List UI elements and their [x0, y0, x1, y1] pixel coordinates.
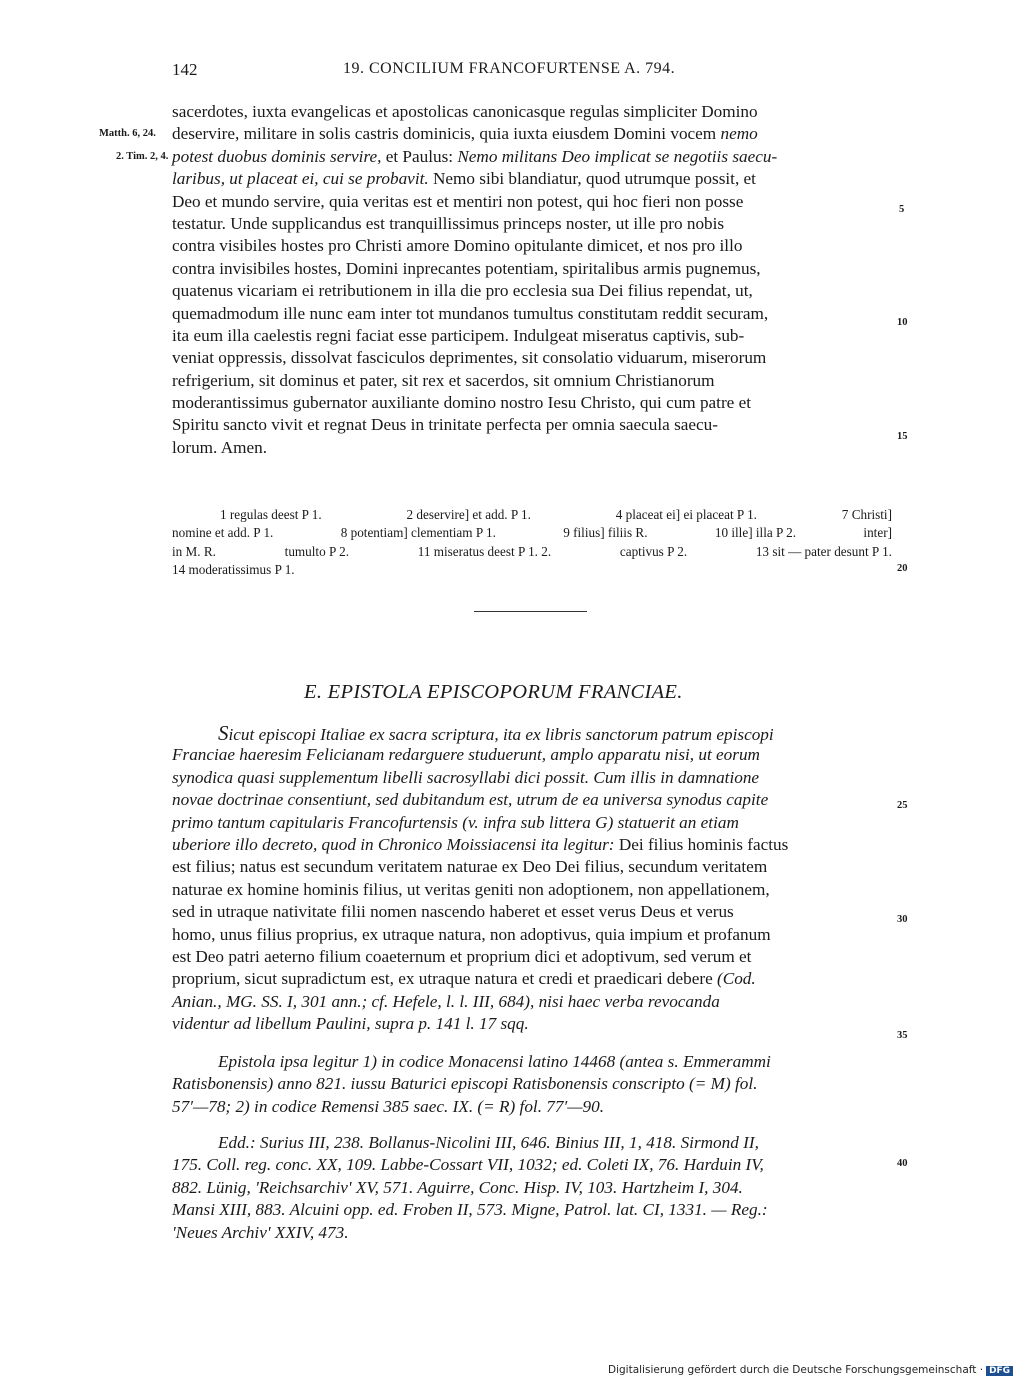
margin-ref-matthew: Matth. 6, 24. [99, 128, 156, 139]
text-line: Edd.: Surius III, 238. Bollanus-Nicolini III, 646. Binius III, 1, 418. Sirmond II, [218, 1133, 759, 1152]
page-number: 142 [172, 60, 198, 79]
margin-ref-timothy: 2. Tim. 2, 4. [116, 151, 169, 162]
text-line: novae doctrinae consentiunt, sed dubitandum est, utrum de ea universa synodus capite [172, 790, 769, 810]
manuscripts-paragraph [172, 1051, 892, 1118]
note-row: in M. R. tumulto P 2. 11 miseratus deest P 1. 2. captivus P 2. 13 sit — pater desunt P 1. [172, 543, 892, 559]
line-number: 5 [899, 204, 905, 215]
note-row: nomine et add. P 1. 8 potentiam] clementiam P 1. 9 filius] filiis R. 10 ille] illa P 2. inter] [172, 525, 892, 541]
text-line: quemadmodum ille nunc eam inter tot mundanos tumultus constitutam reddit securam, [172, 303, 769, 323]
editions-paragraph [172, 1132, 892, 1244]
text-line: est Deo patri aeterno filium coaeternum et proprium dici et adoptivum, sed verum et [172, 946, 752, 966]
text-line: sacerdotes, iuxta evangelicas et apostolicas canonicasque regulas simpliciter Domino [172, 102, 758, 121]
text-line: ita eum illa caelestis regni faciat esse participem. Indulgeat miseratus captivis, sub- [172, 325, 745, 345]
line-number: 15 [897, 431, 908, 442]
text-line: Spiritu sancto vivit et regnat Deus in trinitate perfecta per omnia saecula saecu- [172, 415, 718, 435]
line-number: 20 [897, 563, 908, 574]
text-line: primo tantum capitularis Francofurtensis (v. infra sub littera G) statuerit an etiam [172, 812, 739, 832]
section-divider [474, 611, 587, 612]
text-line: videntur ad libellum Paulini, supra p. 141 l. 17 sqq. [172, 1014, 529, 1034]
text-line: Deo et mundo servire, quia veritas est et mentiri non potest, qui hoc fieri non posse [172, 191, 744, 211]
apparatus-notes [172, 506, 892, 580]
line-number: 10 [897, 317, 908, 328]
text-line: Anian., MG. SS. I, 301 ann.; cf. Hefele, l. l. III, 684), nisi haec verba revocanda [172, 991, 720, 1011]
text-line: veniat oppressis, dissolvat fasciculos deprimentes, sit consolatio viduarum, miserorum [172, 348, 767, 368]
text-line: potest duobus dominis servire, et Paulus: Nemo militans Deo implicat se negotiis saecu- [172, 146, 778, 166]
note-row: 1 regulas deest P 1. 2 deservire] et add. P 1. 4 placeat ei] ei placeat P 1. 7 Christi] [220, 507, 892, 522]
text-line: proprium, sicut supradictum est, ex utraque natura et credi et praedicari debere (Cod. [172, 969, 756, 989]
text-line: uberiore illo decreto, quod in Chronico Moissiacensi ita legitur: Dei filius hominis factus [172, 834, 789, 854]
line-number: 30 [897, 914, 908, 925]
text-line: Ratisbonensis) anno 821. iussu Baturici episcopi Ratisbonensis conscripto (= M) fol. [172, 1074, 758, 1094]
running-title: 19. CONCILIUM FRANCOFURTENSE A. 794. [343, 60, 676, 77]
text-line: homo, unus filius proprius, ex utraque natura, non adoptivus, quia impium et profanum [172, 924, 771, 944]
text-line: Epistola ipsa legitur 1) in codice Monacensi latino 14468 (antea s. Emmerammi [218, 1052, 771, 1071]
text-line: naturae ex homine hominis filius, ut veritas geniti non adoptionem, non appellationem, [172, 879, 770, 899]
line-number: 25 [897, 800, 908, 811]
text-line: deservire, militare in solis castris dominicis, quia iuxta eiusdem Domini vocem nemo [172, 124, 758, 144]
text-line: contra visibiles hostes pro Christi amore Domino opitulante dimicet, et nos pro illo [172, 236, 743, 256]
text-line: 'Neues Archiv' XXIV, 473. [172, 1222, 349, 1242]
text-line: contra invisibiles hostes, Domini inprecantes potentiam, spiritalibus armis pugnemus, [172, 258, 761, 278]
note-row: 14 moderatissimus P 1. [172, 562, 295, 578]
text-line: testatur. Unde supplicandus est tranquillissimus princeps noster, ut ille pro nobis [172, 213, 725, 233]
text-line: refrigerium, sit dominus et pater, sit rex et sacerdos, sit omnium Christianorum [172, 370, 715, 390]
dfg-logo: DFG [986, 1366, 1013, 1376]
text-line: 175. Coll. reg. conc. XX, 109. Labbe-Cossart VII, 1032; ed. Coleti IX, 76. Harduin IV, [172, 1155, 764, 1175]
text-line: 57′—78; 2) in codice Remensi 385 saec. IX. (= R) fol. 77′—90. [172, 1096, 605, 1116]
text-line: est filius; natus est secundum veritatem naturae ex Deo Dei filius, secundum veritatem [172, 857, 768, 877]
text-line: synodica quasi supplementum libelli sacrosyllabi dici possit. Cum illis in damnatione [172, 767, 760, 787]
text-line: quatenus vicariam ei retributionem in illa die pro ecclesia sua Dei filius rependat, ut, [172, 281, 753, 301]
text-line: sed in utraque nativitate filii nomen nascendo haberet et esset verus Deus et verus [172, 902, 734, 922]
text-line: Mansi XIII, 883. Alcuini opp. ed. Froben II, 573. Migne, Patrol. lat. CI, 1331. — Reg.: [172, 1200, 768, 1220]
main-text [172, 101, 892, 459]
line-number: 35 [897, 1030, 908, 1041]
intro-paragraph [172, 722, 892, 1035]
text-line: Sicut episcopi Italiae ex sacra scriptura, ita ex libris sanctorum patrum episcopi [218, 721, 774, 745]
text-line: Franciae haeresim Felicianam redarguere studuerunt, amplo apparatu nisi, ut eorum [172, 745, 760, 765]
text-line: lorum. Amen. [172, 437, 268, 457]
section-title: E. EPISTOLA EPISCOPORUM FRANCIAE. [304, 681, 683, 703]
text-line: laribus, ut placeat ei, cui se probavit. Nemo sibi blandiatur, quod utrumque possit, et [172, 169, 756, 189]
text-line: moderantissimus gubernator auxiliante domino nostro Iesu Christo, qui cum patre et [172, 393, 752, 413]
digitization-credit: Digitalisierung gefördert durch die Deutsche Forschungsgemeinschaft · DFG [608, 1364, 1013, 1376]
text-line: 882. Lünig, 'Reichsarchiv' XV, 571. Aguirre, Conc. Hisp. IV, 103. Hartzheim I, 304. [172, 1177, 743, 1197]
line-number: 40 [897, 1158, 908, 1169]
